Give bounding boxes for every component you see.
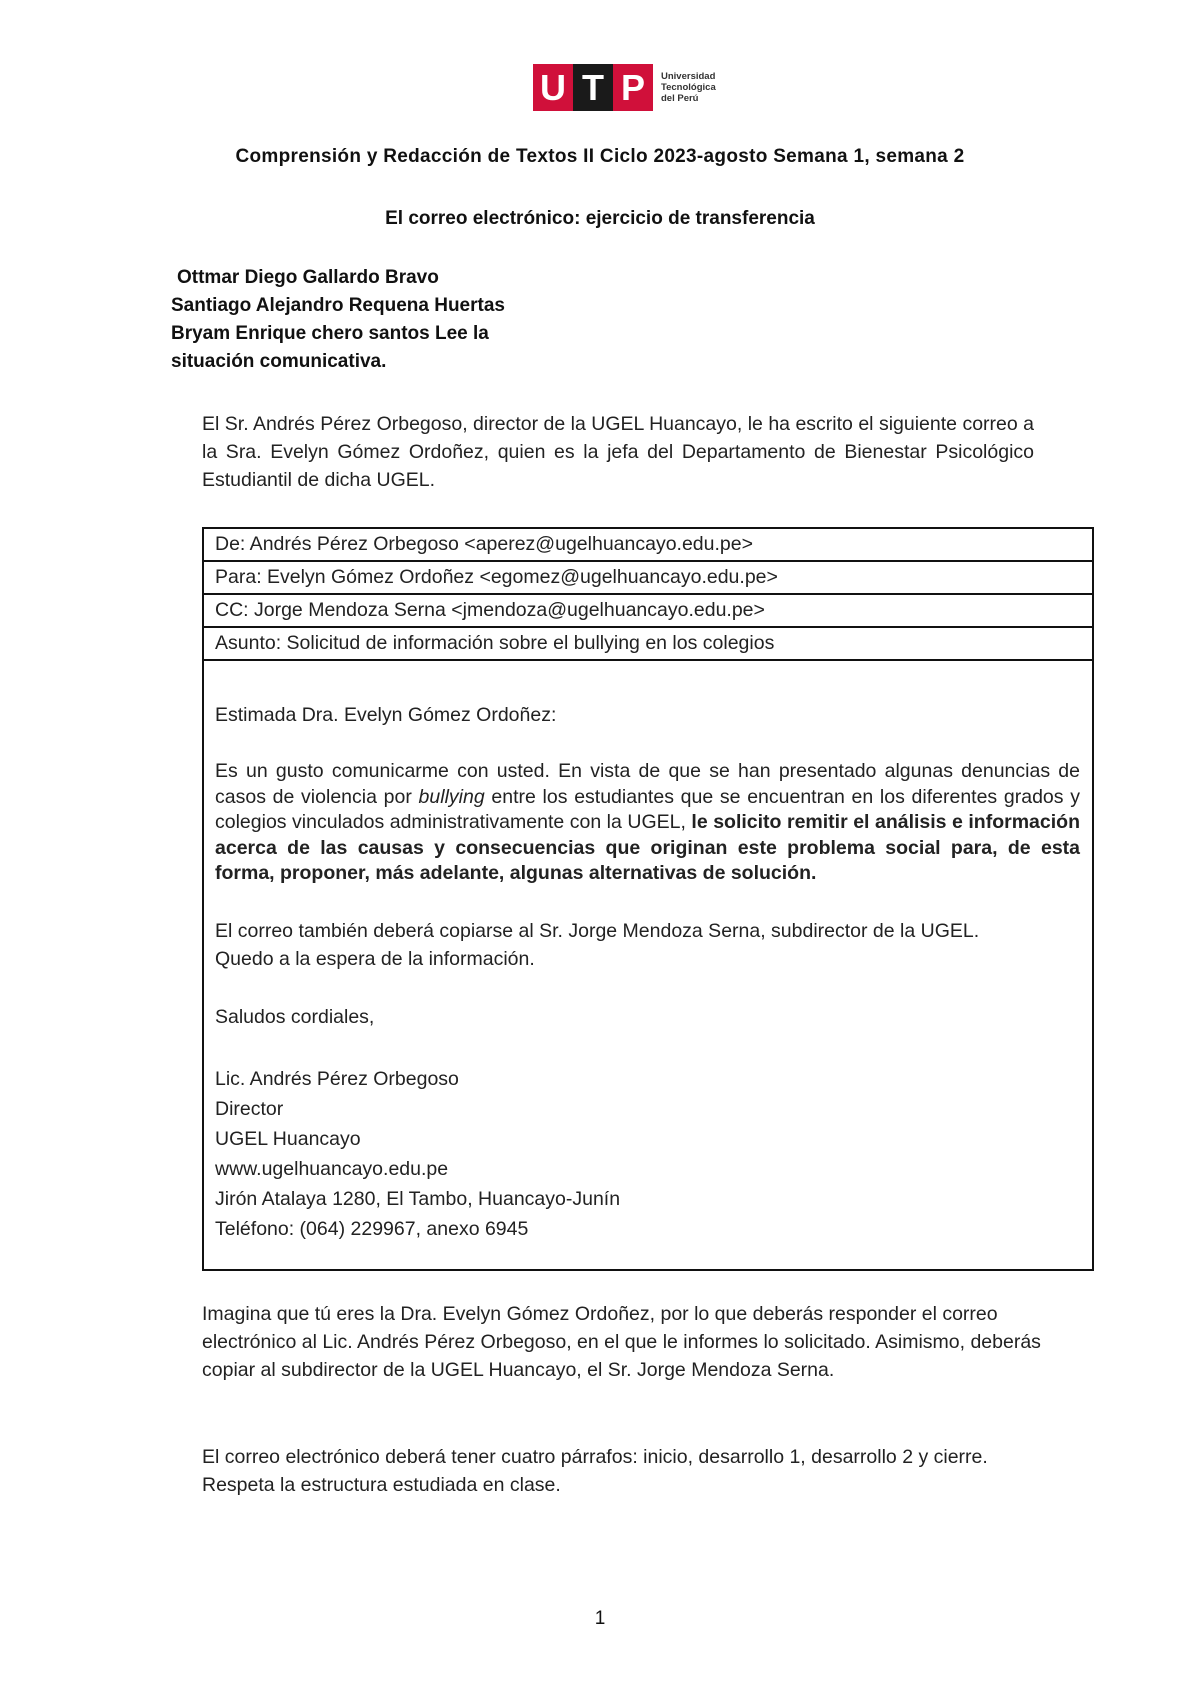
author-line: Santiago Alejandro Requena Huertas <box>171 295 505 316</box>
email-body <box>204 701 1092 1244</box>
signature-line: Teléfono: (064) 229967, anexo 6945 <box>215 1217 529 1240</box>
instruction-paragraph-2: El correo electrónico deberá tener cuatro párrafos: inicio, desarrollo 1, desarrollo 2 y cierre. Respeta la estructura estudiada en clase. <box>202 1446 988 1496</box>
para2-line: El correo también deberá copiarse al Sr. Jorge Mendoza Serna, subdirector de la UGEL. <box>215 919 980 942</box>
document-title: Comprensión y Redacción de Textos II Ciclo 2023-agosto Semana 1, semana 2 <box>235 146 965 167</box>
para1-bold-request: le solicito remitir el análisis e información acerca de las causas y consecuencias que originan este problema social para, de esta forma, proponer, más adelante, algunas alternativas de solución. <box>215 811 1080 884</box>
email-frame <box>202 527 1094 1271</box>
email-signature <box>215 1064 1080 1244</box>
email-paragraph-1 <box>215 759 1080 887</box>
signature-line: www.ugelhuancayo.edu.pe <box>215 1157 449 1180</box>
para1-text: Es un gusto comunicarme con usted. En vista de que se han presentado algunas denuncias de casos de violencia por <box>215 760 1080 808</box>
authors-block <box>171 264 505 376</box>
logo-line: Universidad <box>661 71 716 82</box>
document-subtitle: El correo electrónico: ejercicio de transferencia <box>385 208 815 229</box>
logo-university-name <box>661 71 731 104</box>
signature-line: Lic. Andrés Pérez Orbegoso <box>215 1067 459 1090</box>
logo-letter-p: P <box>620 66 645 108</box>
logo-line: del Perú <box>661 93 699 104</box>
intro-paragraph: El Sr. Andrés Pérez Orbegoso, director de la UGEL Huancayo, le ha escrito el siguiente correo a la Sra. Evelyn Gómez Ordoñez, quien es la jefa del Departamento de Bienestar Psicológico Estudiantil de dicha UGEL. <box>202 413 1034 491</box>
utp-logo <box>533 64 731 111</box>
author-line: situación comunicativa. <box>171 351 387 372</box>
para1-italic-word: bullying <box>418 785 485 808</box>
utp-logo-mark <box>533 64 653 111</box>
instruction-paragraph-1: Imagina que tú eres la Dra. Evelyn Gómez Ordoñez, por lo que deberás responder el correo electrónico al Lic. Andrés Pérez Orbegoso, en el que le informes lo solicitado. Asimismo, deberás copiar al subdirector de la UGEL Huancayo, el Sr. Jorge Mendoza Serna. <box>202 1303 1041 1381</box>
email-greeting: Estimada Dra. Evelyn Gómez Ordoñez: <box>215 704 557 726</box>
author-line: Bryam Enrique chero santos Lee la <box>171 323 489 344</box>
email-from-row: De: Andrés Pérez Orbegoso <aperez@ugelhuancayo.edu.pe> <box>204 529 1092 562</box>
signature-line: Jirón Atalaya 1280, El Tambo, Huancayo-Junín <box>215 1187 621 1210</box>
email-closing: Saludos cordiales, <box>215 1005 375 1028</box>
email-paragraph-2 <box>215 917 1080 973</box>
author-line: Ottmar Diego Gallardo Bravo <box>177 267 439 288</box>
para1-text-cont: entre los estudiantes que se encuentran en los diferentes grados y colegios vinculados administrativamente con la UGEL, <box>215 785 1080 833</box>
logo-letter-t: T <box>573 64 613 111</box>
para2-line: Quedo a la espera de la información. <box>215 947 535 970</box>
email-to-row: Para: Evelyn Gómez Ordoñez <egomez@ugelhuancayo.edu.pe> <box>204 562 1092 595</box>
email-subject-row: Asunto: Solicitud de información sobre el bullying en los colegios <box>204 628 1092 661</box>
logo-line: Tecnológica <box>661 82 716 93</box>
signature-line: Director <box>215 1097 284 1120</box>
email-cc-row: CC: Jorge Mendoza Serna <jmendoza@ugelhuancayo.edu.pe> <box>204 595 1092 628</box>
signature-line: UGEL Huancayo <box>215 1127 361 1150</box>
logo-letter-u: U <box>540 66 566 108</box>
page-number: 1 <box>594 1608 606 1629</box>
